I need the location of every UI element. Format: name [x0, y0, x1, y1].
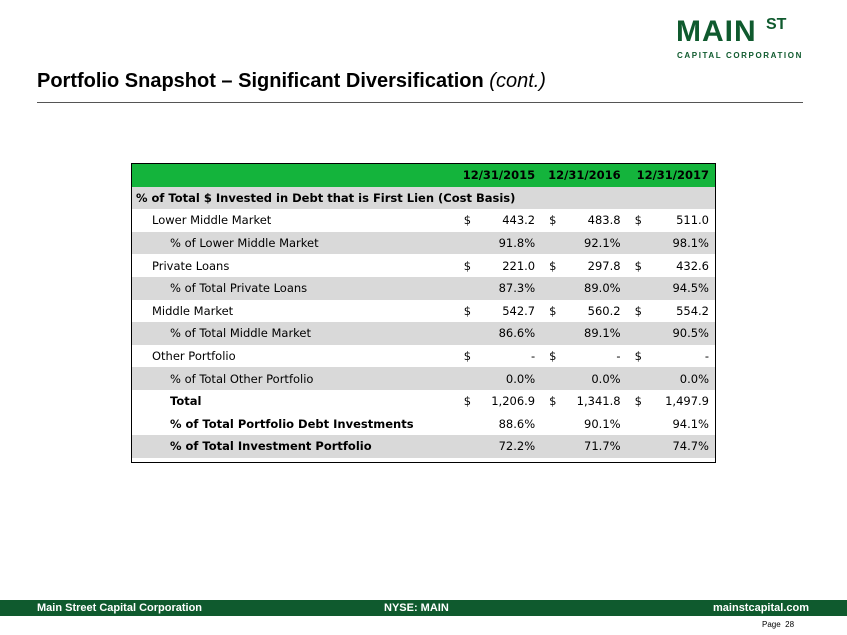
row-label: % of Total Investment Portfolio [132, 435, 456, 458]
row-label: Private Loans [152, 258, 230, 273]
value-2015: 1,206.9 [491, 394, 536, 409]
value-2016: 560.2 [587, 303, 621, 318]
row-label: Lower Middle Market [152, 213, 272, 228]
page-title-italic: (cont.) [489, 70, 546, 92]
section-label: % of Total $ Invested in Debt that is First Lien (Cost Basis) [132, 187, 715, 210]
currency-symbol: $ [549, 394, 557, 409]
currency-symbol: $ [549, 303, 557, 318]
table-row [132, 367, 715, 390]
title-divider [37, 102, 803, 103]
value-2017: 432.6 [676, 258, 709, 273]
value-2016: 1,341.8 [576, 394, 621, 409]
footer-bar [0, 600, 847, 616]
currency-symbol: $ [634, 213, 642, 228]
value-2017: 554.2 [676, 303, 709, 318]
header-col-2017: 12/31/2017 [627, 164, 715, 187]
page-label: Page [762, 620, 781, 629]
value-2017: 90.5% [627, 322, 715, 345]
value-2015: - [530, 349, 536, 364]
table-row [132, 232, 715, 255]
value-2015: 0.0% [456, 367, 541, 390]
value-2017: 98.1% [627, 232, 715, 255]
footer-ticker: NYSE: MAIN [384, 602, 449, 614]
value-2015: 91.8% [456, 232, 541, 255]
value-2016: 92.1% [541, 232, 626, 255]
table-row [132, 413, 715, 436]
table-row [132, 322, 715, 345]
currency-symbol: $ [634, 394, 642, 409]
logo-st-text: ST [766, 16, 787, 33]
value-2015: 88.6% [498, 416, 536, 431]
currency-symbol: $ [549, 213, 557, 228]
company-logo [676, 15, 803, 62]
table-row [132, 277, 715, 300]
currency-symbol: $ [549, 349, 557, 364]
row-label: Middle Market [152, 303, 234, 318]
header-col-2016: 12/31/2016 [541, 164, 626, 187]
value-2016: 71.7% [541, 435, 626, 458]
total-row [132, 390, 715, 413]
value-2017: 511.0 [676, 213, 709, 228]
currency-symbol: $ [634, 303, 642, 318]
currency-symbol: $ [463, 213, 472, 228]
currency-symbol: $ [463, 258, 472, 273]
value-2015: 72.2% [456, 435, 541, 458]
row-label: Total [170, 394, 202, 409]
value-2016: 0.0% [541, 367, 626, 390]
currency-symbol: $ [463, 349, 472, 364]
currency-symbol: $ [634, 349, 642, 364]
header-col-2015: 12/31/2015 [456, 164, 541, 187]
value-2017: - [704, 349, 709, 364]
row-label: % of Total Portfolio Debt Investments [170, 416, 414, 431]
value-2015: 86.6% [456, 322, 541, 345]
page-num: 28 [785, 620, 795, 629]
value-2015: 542.7 [502, 303, 536, 318]
footer-website: mainstcapital.com [713, 602, 809, 614]
value-2015: 443.2 [502, 213, 536, 228]
page-number [762, 620, 794, 629]
portfolio-table [132, 164, 715, 458]
section-row [132, 187, 715, 210]
value-2015: 221.0 [502, 258, 536, 273]
currency-symbol: $ [634, 258, 642, 273]
value-2017: 94.5% [627, 277, 715, 300]
value-2016: 90.1% [584, 416, 621, 431]
value-2016: - [616, 349, 621, 364]
table-row [132, 254, 715, 277]
currency-symbol: $ [463, 394, 472, 409]
value-2016: 297.8 [587, 258, 621, 273]
table-row [132, 435, 715, 458]
row-label: % of Total Private Loans [132, 277, 456, 300]
value-2016: 89.0% [541, 277, 626, 300]
page-title [37, 70, 546, 93]
table-row [132, 345, 715, 368]
logo-subtitle: CAPITAL CORPORATION [677, 51, 803, 60]
row-label: % of Total Other Portfolio [132, 367, 456, 390]
table-header-row [132, 164, 715, 187]
page-title-main: Portfolio Snapshot – Significant Diversification [37, 70, 490, 92]
value-2016: 89.1% [541, 322, 626, 345]
row-label: % of Lower Middle Market [132, 232, 456, 255]
currency-symbol: $ [549, 258, 557, 273]
header-blank [132, 164, 456, 187]
value-2016: 483.8 [587, 213, 621, 228]
value-2017: 74.7% [627, 435, 715, 458]
row-label: % of Total Middle Market [132, 322, 456, 345]
value-2017: 94.1% [672, 416, 709, 431]
row-label: Other Portfolio [152, 349, 236, 364]
table-row [132, 300, 715, 323]
logo-main-text: MAIN [676, 15, 757, 48]
value-2015: 87.3% [456, 277, 541, 300]
table-row [132, 209, 715, 232]
currency-symbol: $ [463, 303, 472, 318]
footer-company: Main Street Capital Corporation [37, 602, 203, 614]
value-2017: 0.0% [627, 367, 715, 390]
value-2017: 1,497.9 [665, 394, 709, 409]
